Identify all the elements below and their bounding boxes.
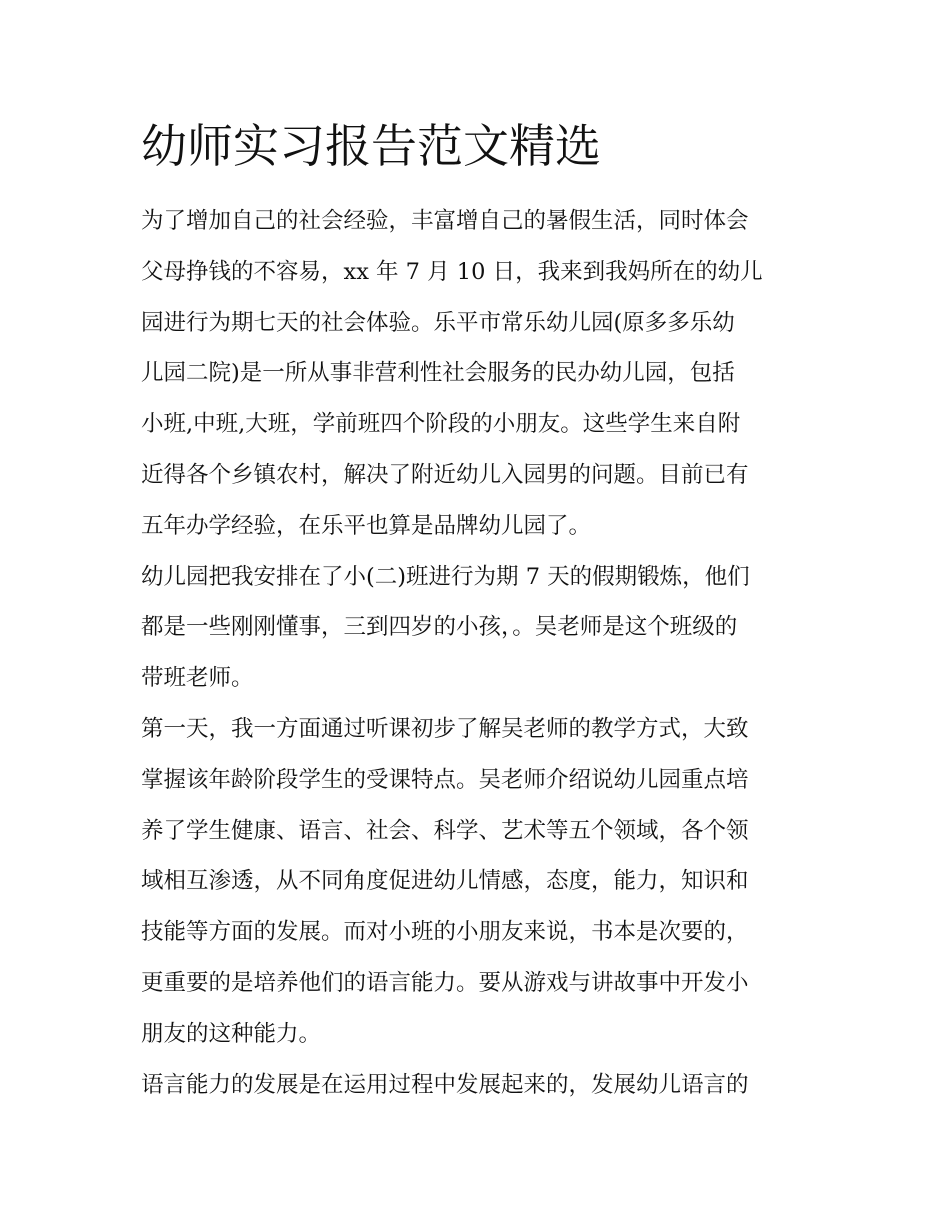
body-line: 都是一些刚刚懂事，三到四岁的小孩，。吴老师是这个班级的 (141, 614, 738, 641)
document-body (141, 196, 821, 1110)
body-line: 域相互渗透，从不同角度促进幼儿情感，态度，能力，知识和 (141, 868, 749, 895)
body-line: 语言能力的发展是在运用过程中发展起来的，发展幼儿语言的 (141, 1071, 749, 1098)
body-line: 第一天，我一方面通过听课初步了解吴老师的教学方式，大致 (141, 715, 749, 742)
body-line: 朋友的这种能力。 (141, 1020, 322, 1047)
body-line: 养了学生健康、语言、社会、科学、艺术等五个领域，各个领 (141, 817, 749, 844)
body-line: 五年办学经验，在乐平也算是品牌幼儿园了。 (141, 512, 592, 539)
body-line: 父母挣钱的不容易，xx 年 7 月 10 日，我来到我妈所在的幼儿 (141, 258, 763, 285)
body-line: 带班老师。 (141, 665, 254, 692)
body-line: 园进行为期七天的社会体验。乐平市常乐幼儿园(原多多乐幼 (141, 309, 735, 336)
body-line: 为了增加自己的社会经验，丰富增自己的暑假生活，同时体会 (141, 208, 749, 234)
body-line: 幼儿园把我安排在了小(二)班进行为期 7 天的假期锻炼，他们 (141, 563, 750, 590)
body-line: 近得各个乡镇农村，解决了附近幼儿入园男的问题。目前已有 (141, 461, 749, 488)
body-line: 小班,中班,大班，学前班四个阶段的小朋友。这些学生来自附 (141, 411, 741, 438)
document-title: 幼师实习报告范文精选 (141, 119, 601, 173)
body-line: 掌握该年龄阶段学生的受课特点。吴老师介绍说幼儿园重点培 (141, 766, 749, 793)
body-line: 更重要的是培养他们的语言能力。要从游戏与讲故事中开发小 (141, 969, 749, 996)
body-line: 儿园二院)是一所从事非营利性社会服务的民办幼儿园，包括 (141, 360, 735, 387)
body-line: 技能等方面的发展。而对小班的小朋友来说，书本是次要的， (141, 919, 749, 946)
